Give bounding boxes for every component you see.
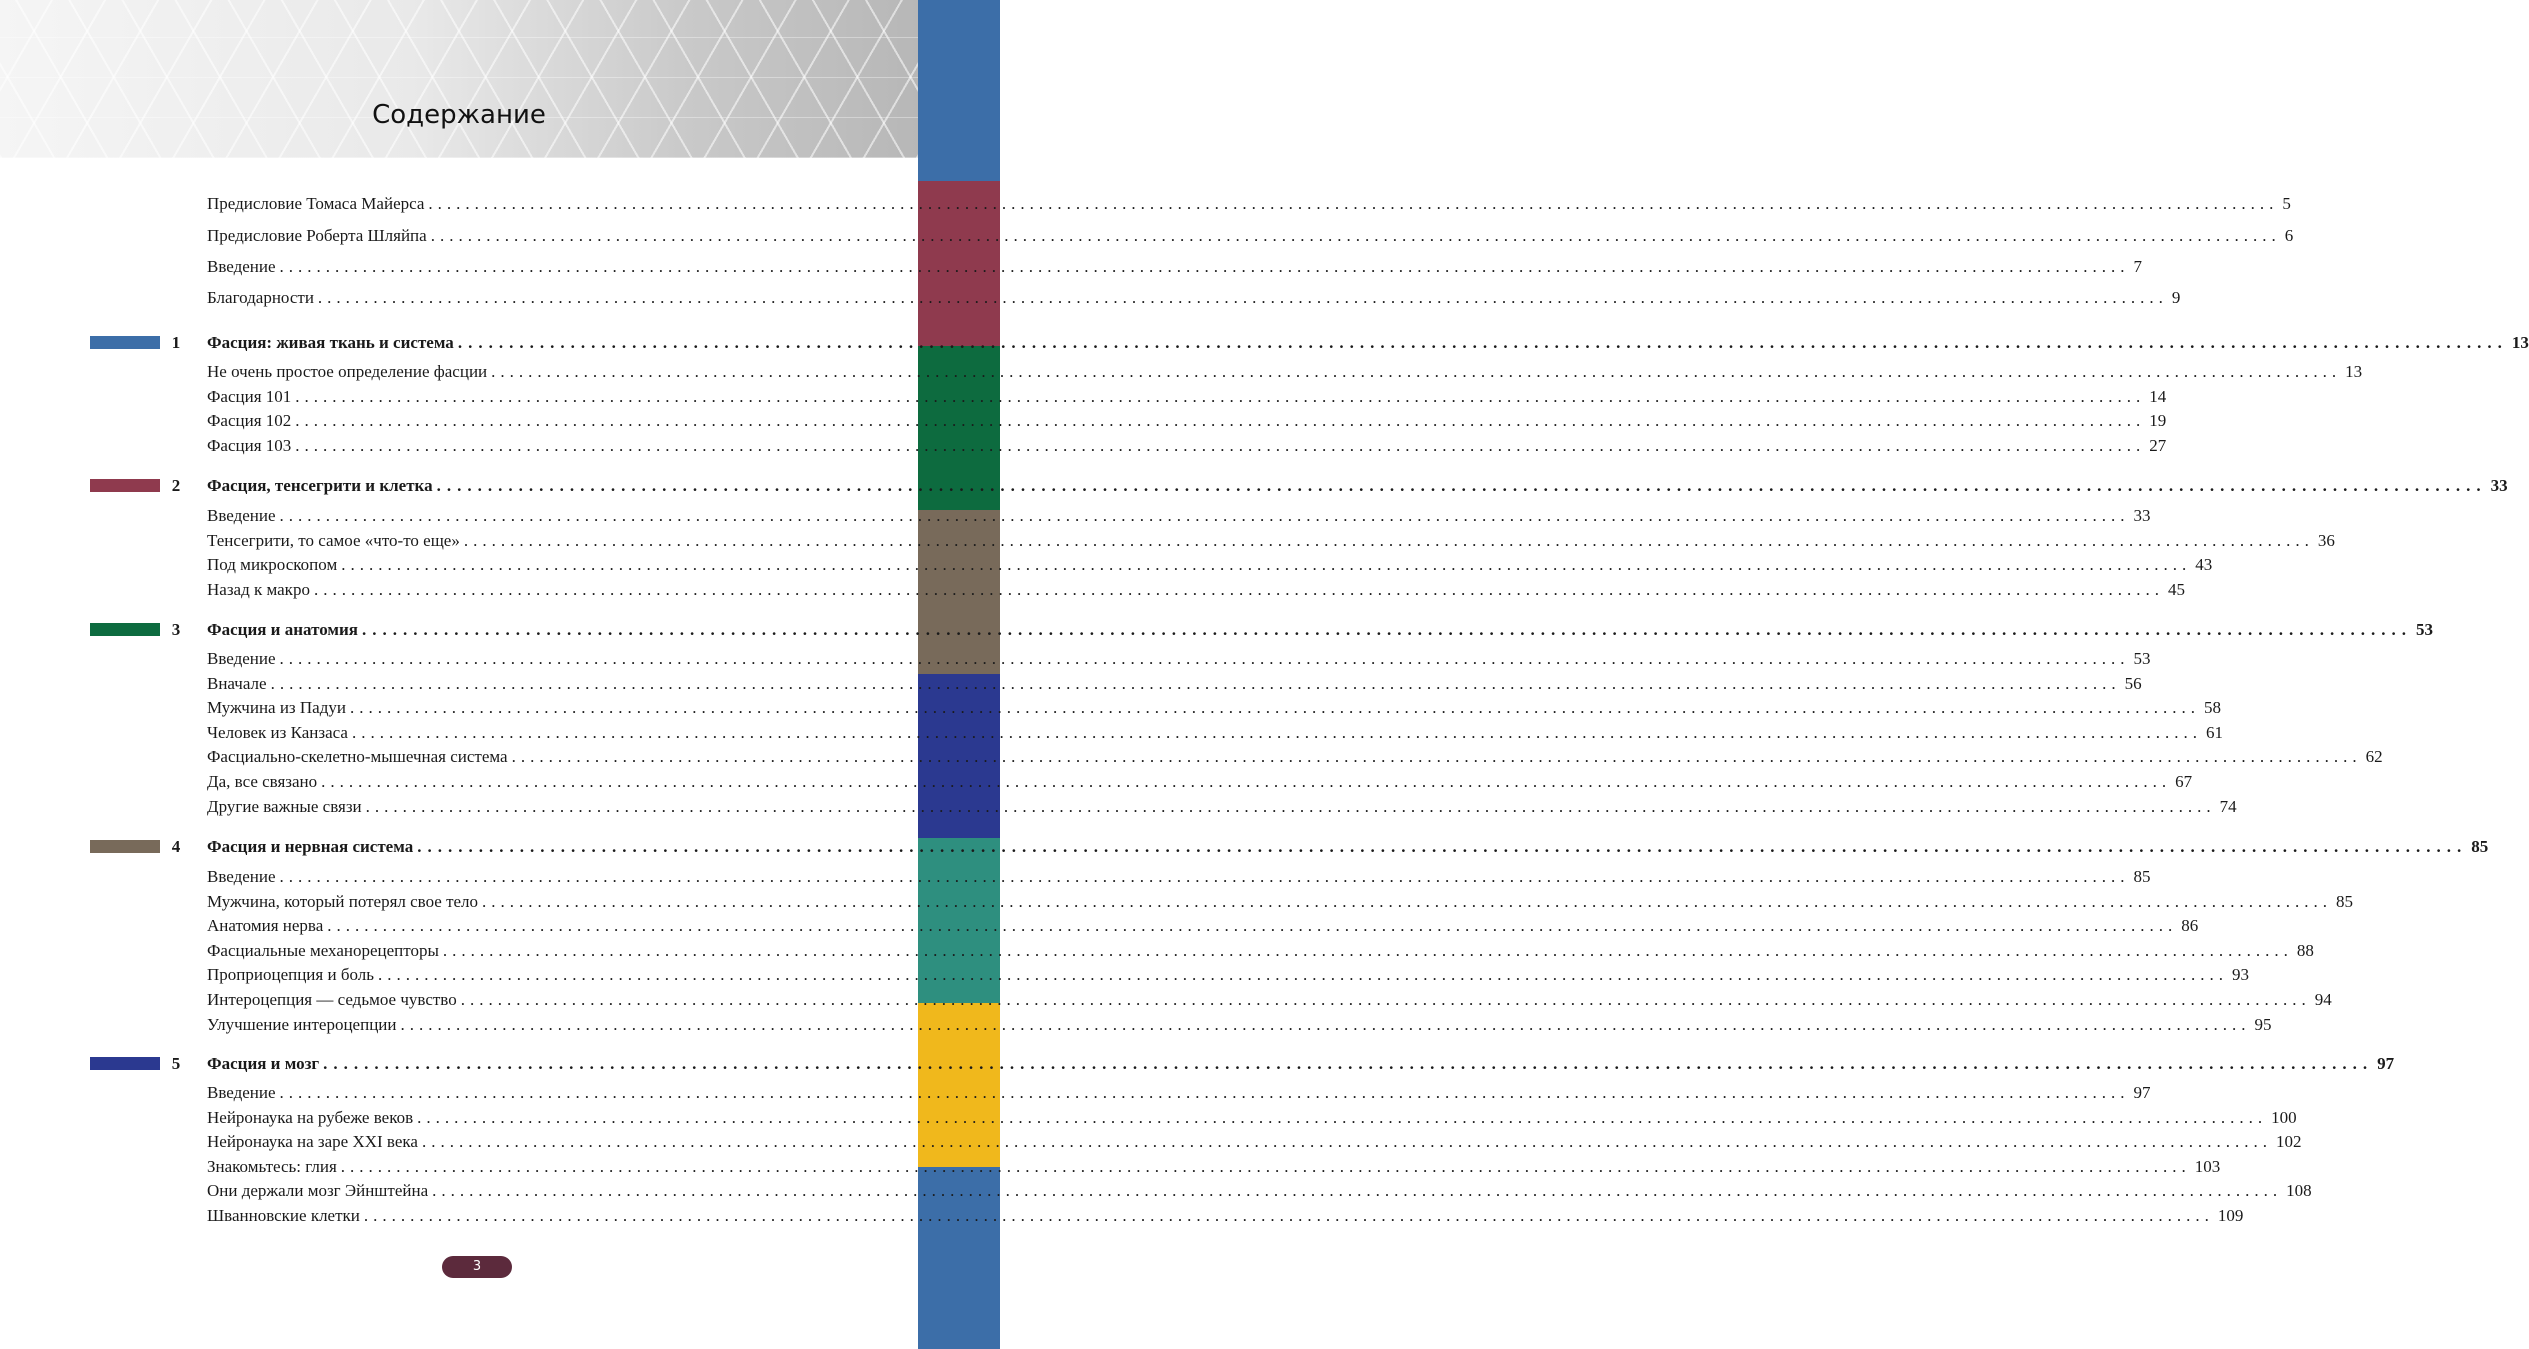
chapter-number: 3: [171, 620, 181, 639]
dot-leader: ........................................................................................................................................................................................................: [428, 194, 2279, 213]
toc-entry-page: 36: [2317, 531, 2335, 550]
dot-leader: ........................................................................................................................................................................................................: [417, 1108, 2268, 1127]
toc-entry-page: 27: [2149, 436, 2167, 455]
toc-entry-section[interactable]: [207, 988, 2332, 1012]
dot-leader: ........................................................................................................................................................................................................: [270, 674, 2121, 693]
toc-entry-section[interactable]: [207, 890, 2354, 914]
dot-leader: ........................................................................................................................................................................................................: [400, 1015, 2251, 1034]
toc-entry-title: Фасциальные механорецепторы: [207, 941, 439, 960]
toc-entry-section[interactable]: [207, 721, 2223, 745]
toc-entry-front-matter[interactable]: [207, 192, 2291, 216]
toc-entry-section[interactable]: [207, 578, 2185, 602]
toc-entry-section[interactable]: [207, 1155, 2221, 1179]
toc-entry-title: Не очень простое определение фасции: [207, 362, 488, 381]
toc-entry-chapter[interactable]: [207, 835, 2489, 859]
toc-entry-section[interactable]: [207, 745, 2383, 769]
toc-entry-title: Предисловие Томаса Майерса: [207, 194, 425, 213]
chapter-color-bar: [90, 479, 160, 492]
toc-entry-page: 109: [2217, 1206, 2244, 1225]
toc-entry-title: Интероцепция — седьмое чувство: [207, 990, 457, 1009]
toc-entry-section[interactable]: [207, 647, 2151, 671]
toc-entry-title: Нейронаука на заре XXI века: [207, 1132, 418, 1151]
toc-entry-page: 93: [2232, 965, 2249, 984]
dot-leader: ........................................................................................................................................................................................................: [365, 797, 2216, 816]
dot-leader: ........................................................................................................................................................................................................: [417, 837, 2468, 856]
toc-entry-title: Фасция: живая ткань и система: [207, 333, 454, 352]
toc-entry-section[interactable]: [207, 696, 2221, 720]
dot-leader: ........................................................................................................................................................................................................: [341, 555, 2192, 574]
toc-entry-title: Введение: [207, 649, 276, 668]
dot-leader: ........................................................................................................................................................................................................: [430, 226, 2281, 245]
chapter-number: 4: [171, 837, 181, 856]
toc-entry-page: 86: [2181, 916, 2199, 935]
toc-entry-section[interactable]: [207, 1179, 2312, 1203]
toc-entry-chapter[interactable]: [207, 331, 2529, 355]
dot-leader: ........................................................................................................................................................................................................: [511, 747, 2362, 766]
toc-entry-section[interactable]: [207, 1013, 2272, 1037]
toc-entry-page: 61: [2205, 723, 2223, 742]
toc-entry-front-matter[interactable]: [207, 255, 2143, 279]
toc-entry-title: Введение: [207, 1083, 276, 1102]
toc-entry-chapter[interactable]: [207, 618, 2433, 642]
toc-entry-page: 74: [2219, 797, 2237, 816]
toc-entry-page: 7: [2133, 257, 2143, 276]
toc-entry-title: Введение: [207, 867, 276, 886]
toc-entry-section[interactable]: [207, 1106, 2297, 1130]
toc-entry-section[interactable]: [207, 1204, 2244, 1228]
dot-leader: ........................................................................................................................................................................................................: [317, 288, 2168, 307]
toc-entry-page: 53: [2133, 649, 2151, 668]
toc-entry-section[interactable]: [207, 1081, 2151, 1105]
toc-entry-title: Нейронаука на рубеже веков: [207, 1108, 414, 1127]
toc-entry-title: Улучшение интероцепции: [207, 1015, 397, 1034]
toc-entry-page: 85: [2133, 867, 2151, 886]
toc-entry-front-matter[interactable]: [207, 286, 2181, 310]
toc-entry-page: 67: [2175, 772, 2193, 791]
dot-leader: ........................................................................................................................................................................................................: [295, 387, 2146, 406]
dot-leader: ........................................................................................................................................................................................................: [378, 965, 2228, 984]
dot-leader: ........................................................................................................................................................................................................: [421, 1132, 2272, 1151]
toc-entry-title: Они держали мозг Эйнштейна: [207, 1181, 429, 1200]
toc-entry-page: 97: [2133, 1083, 2151, 1102]
toc-entry-title: Фасция и анатомия: [207, 620, 358, 639]
dot-leader: ........................................................................................................................................................................................................: [279, 257, 2130, 276]
toc-entry-page: 14: [2149, 387, 2167, 406]
dot-leader: ........................................................................................................................................................................................................: [323, 1054, 2374, 1073]
toc-entry-section[interactable]: [207, 529, 2335, 553]
toc-entry-section[interactable]: [207, 434, 2167, 458]
toc-entry-page: 102: [2275, 1132, 2302, 1151]
toc-entry-page: 58: [2203, 698, 2221, 717]
toc-entry-title: Вначале: [207, 674, 267, 693]
toc-entry-title: Фасция, тенсегрити и клетка: [207, 476, 433, 495]
toc-entry-title: Проприоцепция и боль: [207, 965, 374, 984]
toc-entry-page: 97: [2377, 1054, 2395, 1073]
toc-entry-section[interactable]: [207, 865, 2151, 889]
toc-entry-page: 53: [2415, 620, 2433, 639]
dot-leader: ........................................................................................................................................................................................................: [463, 531, 2314, 550]
toc-entry-title: Назад к макро: [207, 580, 310, 599]
dot-leader: ........................................................................................................................................................................................................: [351, 723, 2202, 742]
toc-entry-title: Фасция 102: [207, 411, 292, 430]
toc-entry-section[interactable]: [207, 360, 2363, 384]
dot-leader: ........................................................................................................................................................................................................: [363, 1206, 2214, 1225]
toc-entry-section[interactable]: [207, 939, 2314, 963]
toc-entry-page: 45: [2167, 580, 2185, 599]
toc-entry-chapter[interactable]: [207, 474, 2508, 498]
dot-leader: ........................................................................................................................................................................................................: [432, 1181, 2283, 1200]
color-tab: [918, 0, 1000, 181]
toc-entry-section[interactable]: [207, 385, 2167, 409]
toc-entry-title: Фасциально-скелетно-мышечная система: [207, 747, 508, 766]
toc-entry-page: 13: [2345, 362, 2363, 381]
toc-entry-page: 5: [2282, 194, 2291, 213]
dot-leader: ........................................................................................................................................................................................................: [442, 941, 2293, 960]
chapter-number: 1: [171, 333, 181, 352]
toc-entry-title: Фасция и мозг: [207, 1054, 320, 1073]
toc-entry-title: Благодарности: [207, 288, 314, 307]
toc-entry-title: Фасция 101: [207, 387, 292, 406]
dot-leader: ........................................................................................................................................................................................................: [321, 772, 2172, 791]
toc-entry-section[interactable]: [207, 963, 2249, 987]
page-number-badge: 3: [442, 1256, 512, 1278]
dot-leader: ........................................................................................................................................................................................................: [295, 436, 2146, 455]
chapter-color-bar: [90, 336, 160, 349]
dot-leader: ........................................................................................................................................................................................................: [295, 411, 2146, 430]
toc-entry-page: 19: [2149, 411, 2167, 430]
dot-leader: ........................................................................................................................................................................................................: [361, 620, 2412, 639]
toc-entry-section[interactable]: [207, 504, 2151, 528]
toc-entry-front-matter[interactable]: [207, 224, 2294, 248]
toc-entry-title: Тенсегрити, то самое «что-то еще»: [207, 531, 460, 550]
page-title: Содержание: [372, 100, 546, 130]
toc-entry-section[interactable]: [207, 795, 2237, 819]
toc-entry-page: 85: [2471, 837, 2489, 856]
dot-leader: ........................................................................................................................................................................................................: [491, 362, 2342, 381]
dot-leader: ........................................................................................................................................................................................................: [279, 649, 2130, 668]
toc-entry-page: 33: [2490, 476, 2508, 495]
dot-leader: ........................................................................................................................................................................................................: [482, 892, 2333, 911]
toc-entry-page: 9: [2171, 288, 2181, 307]
header-banner: [0, 0, 918, 158]
dot-leader: ........................................................................................................................................................................................................: [457, 333, 2508, 352]
dot-leader: ........................................................................................................................................................................................................: [279, 867, 2130, 886]
toc-entry-title: Мужчина из Падуи: [207, 698, 346, 717]
toc-entry-page: 108: [2286, 1181, 2312, 1200]
toc-entry-page: 85: [2336, 892, 2354, 911]
dot-leader: ........................................................................................................................................................................................................: [279, 506, 2130, 525]
chapter-number: 2: [171, 476, 181, 495]
toc-entry-chapter[interactable]: [207, 1052, 2395, 1076]
toc-entry-title: Человек из Канзаса: [207, 723, 348, 742]
chapter-number: 5: [171, 1054, 181, 1073]
dot-leader: ........................................................................................................................................................................................................: [279, 1083, 2130, 1102]
toc-entry-page: 33: [2133, 506, 2151, 525]
toc-entry-title: Под микроскопом: [207, 555, 338, 574]
chapter-color-bar: [90, 1057, 160, 1070]
toc-entry-page: 103: [2194, 1157, 2221, 1176]
toc-entry-title: Знакомьтесь: глия: [207, 1157, 337, 1176]
dot-leader: ........................................................................................................................................................................................................: [436, 476, 2487, 495]
toc-entry-section[interactable]: [207, 672, 2142, 696]
toc-entry-page: 43: [2195, 555, 2213, 574]
chapter-color-bar: [90, 840, 160, 853]
toc-entry-title: Фасция 103: [207, 436, 292, 455]
dot-leader: ........................................................................................................................................................................................................: [327, 916, 2178, 935]
toc-entry-page: 88: [2296, 941, 2314, 960]
toc-entry-page: 100: [2271, 1108, 2297, 1127]
toc-entry-section[interactable]: [207, 1130, 2302, 1154]
toc-entry-title: Фасция и нервная система: [207, 837, 414, 856]
dot-leader: ........................................................................................................................................................................................................: [460, 990, 2311, 1009]
toc-entry-page: 62: [2365, 747, 2383, 766]
toc-entry-page: 13: [2511, 333, 2529, 352]
toc-entry-section[interactable]: [207, 770, 2193, 794]
toc-entry-title: Шванновские клетки: [207, 1206, 360, 1225]
toc-entry-title: Да, все связано: [207, 772, 318, 791]
toc-entry-title: Анатомия нерва: [207, 916, 324, 935]
toc-entry-title: Введение: [207, 257, 276, 276]
toc-entry-section[interactable]: [207, 409, 2167, 433]
toc-entry-title: Введение: [207, 506, 276, 525]
chapter-color-bar: [90, 623, 160, 636]
dot-leader: ........................................................................................................................................................................................................: [313, 580, 2164, 599]
toc-entry-page: 94: [2314, 990, 2332, 1009]
toc-entry-section[interactable]: [207, 914, 2199, 938]
toc-entry-section[interactable]: [207, 553, 2213, 577]
toc-entry-title: Мужчина, который потерял свое тело: [207, 892, 479, 911]
toc-entry-title: Предисловие Роберта Шляйпа: [207, 226, 427, 245]
toc-entry-page: 95: [2254, 1015, 2272, 1034]
toc-entry-page: 56: [2124, 674, 2142, 693]
toc-entry-title: Другие важные связи: [207, 797, 362, 816]
dot-leader: ........................................................................................................................................................................................................: [340, 1157, 2191, 1176]
toc-entry-page: 6: [2284, 226, 2294, 245]
dot-leader: ........................................................................................................................................................................................................: [349, 698, 2200, 717]
